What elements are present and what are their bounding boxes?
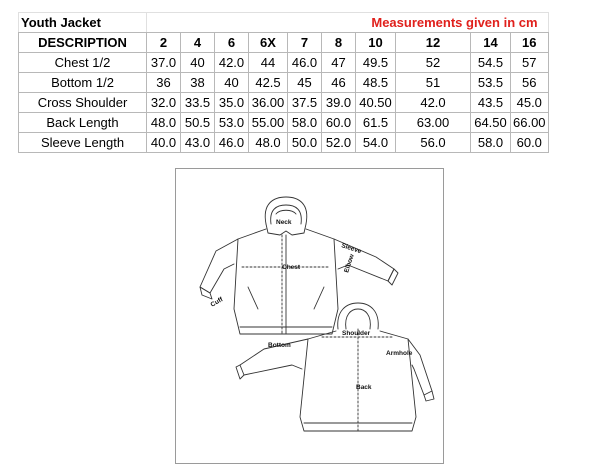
table-cell: 36 — [147, 73, 181, 93]
table-cell: 55.00 — [249, 113, 288, 133]
table-cell: 56.0 — [396, 133, 471, 153]
table-cell: 66.00 — [511, 113, 549, 133]
header-cell: 14 — [471, 33, 511, 53]
table-cell: 53.0 — [215, 113, 249, 133]
callout-bottom: Bottom — [268, 342, 291, 349]
table-row — [19, 133, 549, 153]
table-cell: 46.0 — [288, 53, 322, 73]
table-cell: 38 — [181, 73, 215, 93]
row-label: Sleeve Length — [19, 133, 147, 153]
table-cell: 37.0 — [147, 53, 181, 73]
table-cell: 60.0 — [511, 133, 549, 153]
table-cell: 35.0 — [215, 93, 249, 113]
table-cell: 45.0 — [511, 93, 549, 113]
table-cell: 53.5 — [471, 73, 511, 93]
callout-sleeve: Sleeve — [340, 242, 363, 256]
table-cell: 64.50 — [471, 113, 511, 133]
callout-chest: Chest — [282, 264, 301, 271]
table-cell: 58.0 — [288, 113, 322, 133]
callout-armhole: Armhole — [386, 350, 413, 357]
table-cell: 52 — [396, 53, 471, 73]
table-cell: 39.0 — [322, 93, 356, 113]
table-cell: 63.00 — [396, 113, 471, 133]
size-chart-table — [18, 12, 549, 153]
table-cell: 45 — [288, 73, 322, 93]
table-cell: 50.5 — [181, 113, 215, 133]
table-cell: 48.0 — [249, 133, 288, 153]
table-cell: 37.5 — [288, 93, 322, 113]
table-cell: 48.0 — [147, 113, 181, 133]
table-cell: 32.0 — [147, 93, 181, 113]
table-title: Youth Jacket — [19, 13, 147, 33]
table-cell: 51 — [396, 73, 471, 93]
callout-shoulder: Shoulder — [342, 330, 371, 337]
header-cell: 6 — [215, 33, 249, 53]
table-cell: 42.5 — [249, 73, 288, 93]
table-cell: 61.5 — [356, 113, 396, 133]
row-label: Bottom 1/2 — [19, 73, 147, 93]
table-cell: 40.0 — [147, 133, 181, 153]
table-cell: 40 — [181, 53, 215, 73]
jacket-illustration — [176, 169, 443, 463]
table-cell: 52.0 — [322, 133, 356, 153]
header-cell: 12 — [396, 33, 471, 53]
table-cell: 46.0 — [215, 133, 249, 153]
table-cell: 56 — [511, 73, 549, 93]
table-cell: 33.5 — [181, 93, 215, 113]
callout-elbow: Elbow — [343, 253, 356, 274]
table-cell: 54.0 — [356, 133, 396, 153]
table-cell: 57 — [511, 53, 549, 73]
row-label: Chest 1/2 — [19, 53, 147, 73]
table-cell: 42.0 — [215, 53, 249, 73]
table-cell: 43.5 — [471, 93, 511, 113]
table-cell: 40 — [215, 73, 249, 93]
header-cell: 8 — [322, 33, 356, 53]
table-cell: 42.0 — [396, 93, 471, 113]
header-cell: 4 — [181, 33, 215, 53]
table-title-row — [19, 13, 549, 33]
row-label: Back Length — [19, 113, 147, 133]
table-cell: 60.0 — [322, 113, 356, 133]
table-row — [19, 53, 549, 73]
table-cell: 40.50 — [356, 93, 396, 113]
jacket-measurement-diagram — [175, 168, 444, 464]
table-cell: 48.5 — [356, 73, 396, 93]
table-cell: 44 — [249, 53, 288, 73]
callout-back: Back — [356, 384, 372, 391]
table-cell: 43.0 — [181, 133, 215, 153]
header-cell: DESCRIPTION — [19, 33, 147, 53]
row-label: Cross Shoulder — [19, 93, 147, 113]
table-cell: 54.5 — [471, 53, 511, 73]
callout-neck: Neck — [276, 219, 292, 226]
table-cell: 58.0 — [471, 133, 511, 153]
table-cell: 50.0 — [288, 133, 322, 153]
table-row — [19, 93, 549, 113]
table-cell: 49.5 — [356, 53, 396, 73]
table-header-row — [19, 33, 549, 53]
header-cell: 7 — [288, 33, 322, 53]
header-cell: 2 — [147, 33, 181, 53]
table-cell: 47 — [322, 53, 356, 73]
measurement-note: Measurements given in cm — [147, 13, 549, 33]
table-cell: 46 — [322, 73, 356, 93]
header-cell: 6X — [249, 33, 288, 53]
callout-cuff: Cuff — [209, 296, 225, 309]
header-cell: 10 — [356, 33, 396, 53]
table-row — [19, 73, 549, 93]
table-cell: 36.00 — [249, 93, 288, 113]
header-cell: 16 — [511, 33, 549, 53]
table-row — [19, 113, 549, 133]
